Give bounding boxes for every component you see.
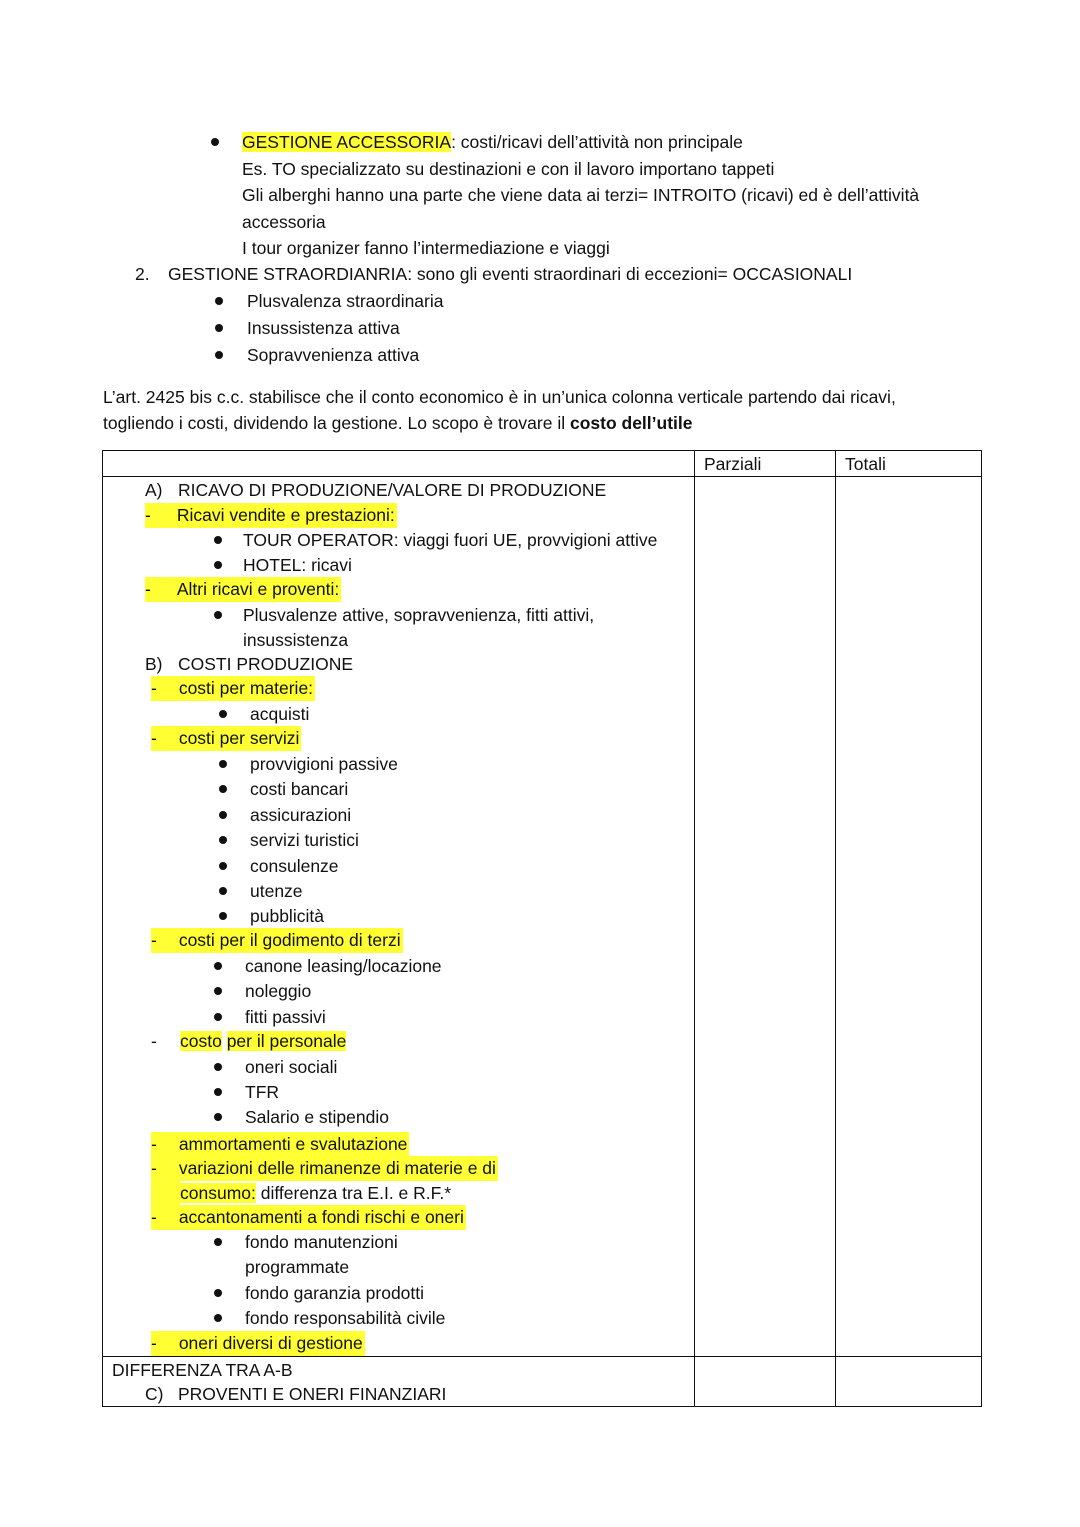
bullet-icon — [214, 1314, 222, 1322]
bullet-icon — [211, 138, 219, 146]
godimento-row — [151, 928, 403, 953]
fondo-manutenzioni-2: programmate — [245, 1257, 350, 1277]
oneri-diversi-label: oneri diversi di gestione — [178, 1333, 363, 1353]
hotel: HOTEL: ricavi — [243, 555, 352, 575]
bullet-icon — [219, 836, 227, 844]
servizi-item: utenze — [250, 881, 303, 901]
row-divider — [102, 1356, 982, 1357]
ricavi-vendite-label: Ricavi vendite e prestazioni: — [176, 505, 395, 525]
dash: - — [151, 1333, 157, 1353]
section-c-letter: C) — [145, 1384, 164, 1404]
item2-text: GESTIONE STRAORDIANRIA: sono gli eventi straordinari di eccezioni= OCCASIONALI — [168, 264, 853, 284]
bullet-icon — [214, 962, 222, 970]
straord-item: Insussistenza attiva — [247, 318, 400, 338]
plusvalenze-line2: insussistenza — [243, 630, 349, 650]
bullet-icon — [215, 351, 223, 359]
bullet-icon — [219, 760, 227, 768]
straord-item: Plusvalenza straordinaria — [247, 291, 444, 311]
accantonamenti-label: accantonamenti a fondi rischi e oneri — [178, 1207, 464, 1227]
bullet-icon — [214, 1063, 222, 1071]
column-divider — [835, 450, 836, 1407]
variazioni-row2 — [151, 1181, 451, 1206]
section-b-title: COSTI PRODUZIONE — [178, 654, 354, 674]
personale-item: TFR — [245, 1082, 280, 1102]
paragraph-bold: costo dell’utile — [569, 413, 693, 433]
paragraph-line1: L’art. 2425 bis c.c. stabilisce che il conto economico è in un’unica colonna verticale partendo dai ricavi, — [103, 387, 896, 407]
header-parziali: Parziali — [704, 454, 762, 474]
column-divider — [694, 450, 695, 1407]
altri-ricavi-label: Altri ricavi e proventi: — [176, 579, 340, 599]
godimento-label: costi per il godimento di terzi — [178, 930, 401, 950]
line-accessoria: accessoria — [242, 212, 326, 232]
paragraph-line2 — [103, 410, 693, 436]
bullet-icon — [219, 811, 227, 819]
bullet-icon — [214, 1289, 222, 1297]
variazioni-row — [151, 1156, 498, 1181]
servizi-item: consulenze — [250, 856, 339, 876]
accessoria-line — [242, 129, 743, 155]
bullet-icon — [214, 1113, 222, 1121]
accantonamenti-row — [151, 1205, 466, 1230]
section-a-title: RICAVO DI PRODUZIONE/VALORE DI PRODUZIONE — [178, 480, 607, 500]
bullet-icon — [219, 912, 227, 920]
bullet-icon — [215, 297, 223, 305]
differenza-label: DIFFERENZA TRA A-B — [112, 1360, 293, 1380]
variazioni-diff: differenza tra E.I. e R.F.* — [255, 1183, 452, 1203]
header-totali: Totali — [845, 454, 886, 474]
bullet-icon — [219, 862, 227, 870]
costi-materie-label: costi per materie: — [178, 678, 314, 698]
plusvalenze-line1: Plusvalenze attive, sopravvenienza, fitti attivi, — [243, 605, 595, 625]
altri-ricavi-row — [145, 577, 341, 602]
servizi-item: servizi turistici — [250, 830, 359, 850]
bullet-icon — [219, 785, 227, 793]
bullet-icon — [214, 611, 222, 619]
paragraph-text: togliendo i costi, dividendo la gestione. Lo scopo è trovare il — [103, 413, 570, 433]
line-tour: I tour organizer fanno l’intermediazione e viaggi — [242, 238, 610, 258]
servizi-item: costi bancari — [250, 779, 349, 799]
bullet-icon — [214, 536, 222, 544]
bullet-icon — [219, 887, 227, 895]
accessoria-label: GESTIONE ACCESSORIA — [242, 132, 452, 152]
straord-item: Sopravvenienza attiva — [247, 345, 420, 365]
bullet-icon — [219, 710, 227, 718]
accessoria-text: : costi/ricavi dell’attività non principale — [451, 132, 743, 152]
section-a-letter: A) — [145, 480, 163, 500]
dash: - — [151, 930, 157, 950]
dash: - — [145, 505, 151, 525]
personale-item: oneri sociali — [245, 1057, 338, 1077]
ricavi-vendite-row — [145, 503, 397, 528]
costi-servizi-row — [151, 726, 301, 751]
servizi-item: assicurazioni — [250, 805, 352, 825]
line-es: Es. TO specializzato su destinazioni e con il lavoro importano tappeti — [242, 159, 775, 179]
dash: - — [151, 728, 157, 748]
fondo-responsabilita: fondo responsabilità civile — [245, 1308, 446, 1328]
section-b-letter: B) — [145, 654, 163, 674]
bullet-icon — [215, 324, 223, 332]
dash: - — [145, 579, 151, 599]
personale-row — [180, 1029, 346, 1054]
personale-dash: - — [151, 1031, 157, 1051]
variazioni-label: variazioni delle rimanenze di materie e di — [178, 1158, 496, 1178]
costi-servizi-label: costi per servizi — [178, 728, 300, 748]
ammortamenti-row — [151, 1132, 409, 1157]
fondo-manutenzioni-1: fondo manutenzioni — [245, 1232, 398, 1252]
ammortamenti-label: ammortamenti e svalutazione — [178, 1134, 408, 1154]
bullet-icon — [214, 1013, 222, 1021]
personale-label-b: per il personale — [226, 1031, 347, 1051]
godimento-item: canone leasing/locazione — [245, 956, 442, 976]
bullet-icon — [214, 1238, 222, 1246]
dash: - — [151, 678, 157, 698]
godimento-item: noleggio — [245, 981, 312, 1001]
section-c-title: PROVENTI E ONERI FINANZIARI — [178, 1384, 447, 1404]
bullet-icon — [214, 1088, 222, 1096]
costi-materie-row — [151, 676, 315, 701]
line-alberghi: Gli alberghi hanno una parte che viene data ai terzi= INTROITO (ricavi) ed è dell’attività — [242, 185, 920, 205]
bullet-icon — [214, 561, 222, 569]
personale-item: Salario e stipendio — [245, 1107, 389, 1127]
personale-label-a: costo — [180, 1031, 222, 1051]
fondo-garanzia: fondo garanzia prodotti — [245, 1283, 425, 1303]
servizi-item: provvigioni passive — [250, 754, 398, 774]
godimento-item: fitti passivi — [245, 1007, 326, 1027]
tour-operator: TOUR OPERATOR: viaggi fuori UE, provvigioni attive — [243, 530, 658, 550]
dash: - — [151, 1158, 157, 1178]
acquisti: acquisti — [250, 704, 310, 724]
item2-number: 2. — [135, 264, 150, 284]
dash: - — [151, 1134, 157, 1154]
dash: - — [151, 1207, 157, 1227]
variazioni-consumo: consumo: — [180, 1183, 256, 1203]
servizi-item: pubblicità — [250, 906, 324, 926]
bullet-icon — [214, 987, 222, 995]
oneri-diversi-row — [151, 1331, 365, 1356]
